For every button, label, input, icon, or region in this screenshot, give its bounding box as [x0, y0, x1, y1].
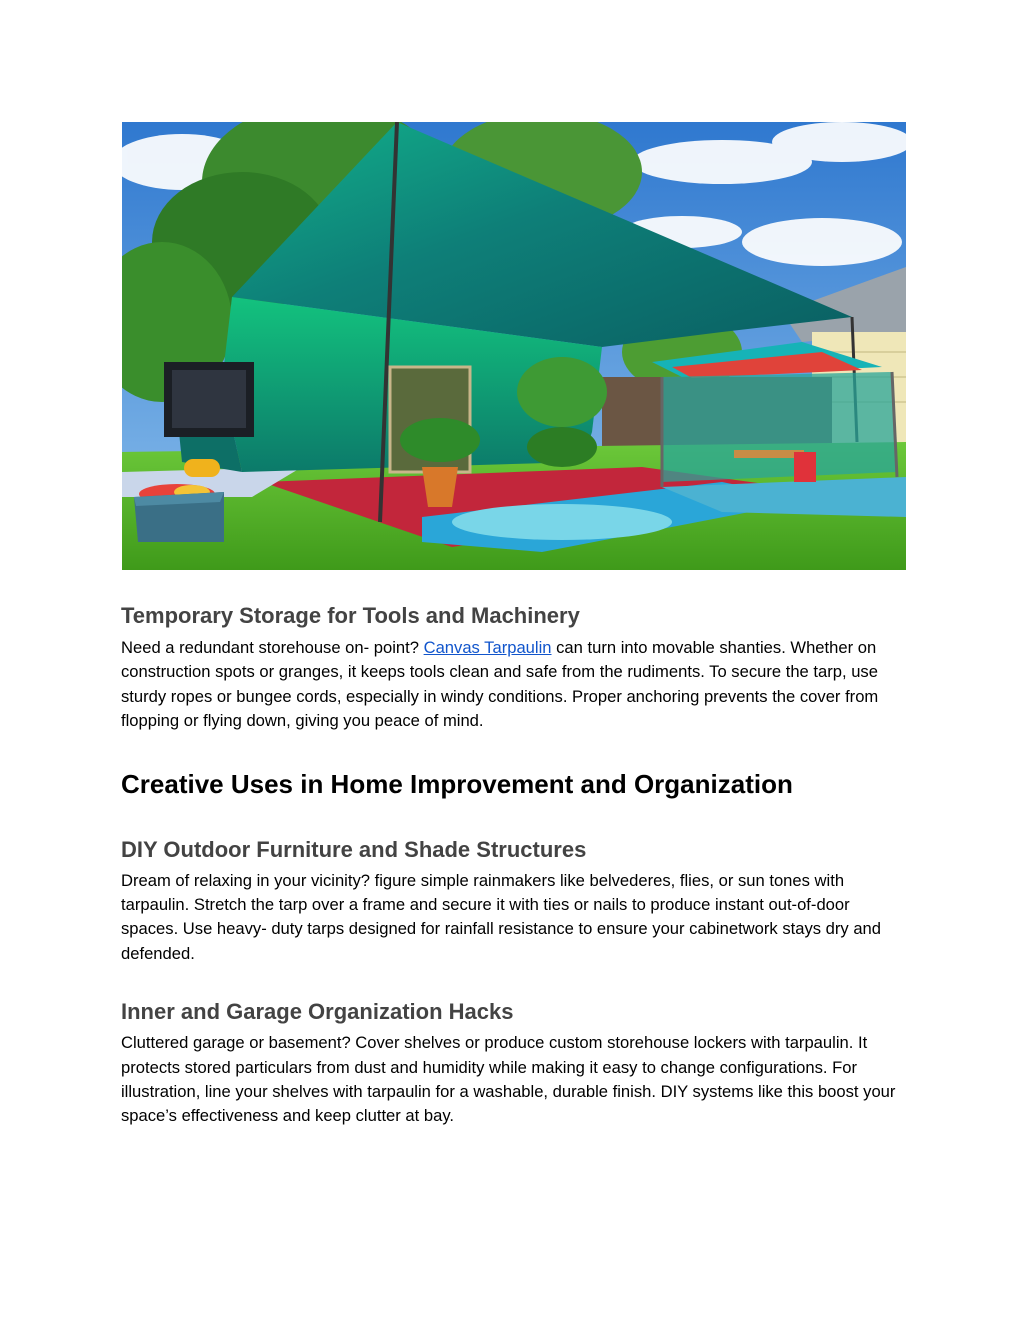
tv: [164, 362, 254, 437]
section-text-temporary-storage: [121, 636, 911, 734]
section-title-garage-organization: Inner and Garage Organization Hacks: [121, 999, 514, 1025]
section-title-creative-uses: Creative Uses in Home Improvement and Organization: [121, 768, 793, 799]
section-text-part: Need a redundant storehouse on- point?: [121, 638, 424, 657]
small-canopy: [652, 342, 897, 487]
canvas-tarpaulin-link[interactable]: Canvas Tarpaulin: [423, 638, 552, 657]
section-text-garage-organization: Cluttered garage or basement? Cover shelves or produce custom storehouse lockers with tarpaulin. It protects stored particulars from dust and humidity while making it easy to change configurations. For illustration, line your shelves with tarpaulin for a washable, durable finish. DIY systems like this boost your space’s effectiveness and keep clutter at bay.: [121, 1033, 896, 1126]
section-title-diy-outdoor: DIY Outdoor Furniture and Shade Structures: [121, 836, 587, 862]
section-text-part: can turn into movable shanties. Whether on construction spots or granges, it keeps tools clean and safe from the rudiments. To secure the tarp, use sturdy ropes or bungee cords, especially in windy conditions. Proper anchoring prevents the cover from flopping or flying down, giving you peace of mind.: [121, 638, 879, 731]
section-text-diy-outdoor: Dream of relaxing in your vicinity? figure simple rainmakers like belvederes, flies, or sun tones with tarpaulin. Stretch the tarp over a frame and secure it with ties or nails to produce instant out-of-door spaces. Use heavy- duty tarps designed for rainfall resistance to ensure your cabinetwork stays dry and defended.: [121, 870, 882, 963]
hero-image: [122, 122, 906, 570]
section-title-temporary-storage: Temporary Storage for Tools and Machinery: [121, 603, 580, 628]
tarp-shelter-illustration: [122, 122, 906, 570]
storage-bin: [134, 484, 224, 542]
article-content: [121, 600, 911, 1129]
yellow-roll: [184, 459, 220, 477]
